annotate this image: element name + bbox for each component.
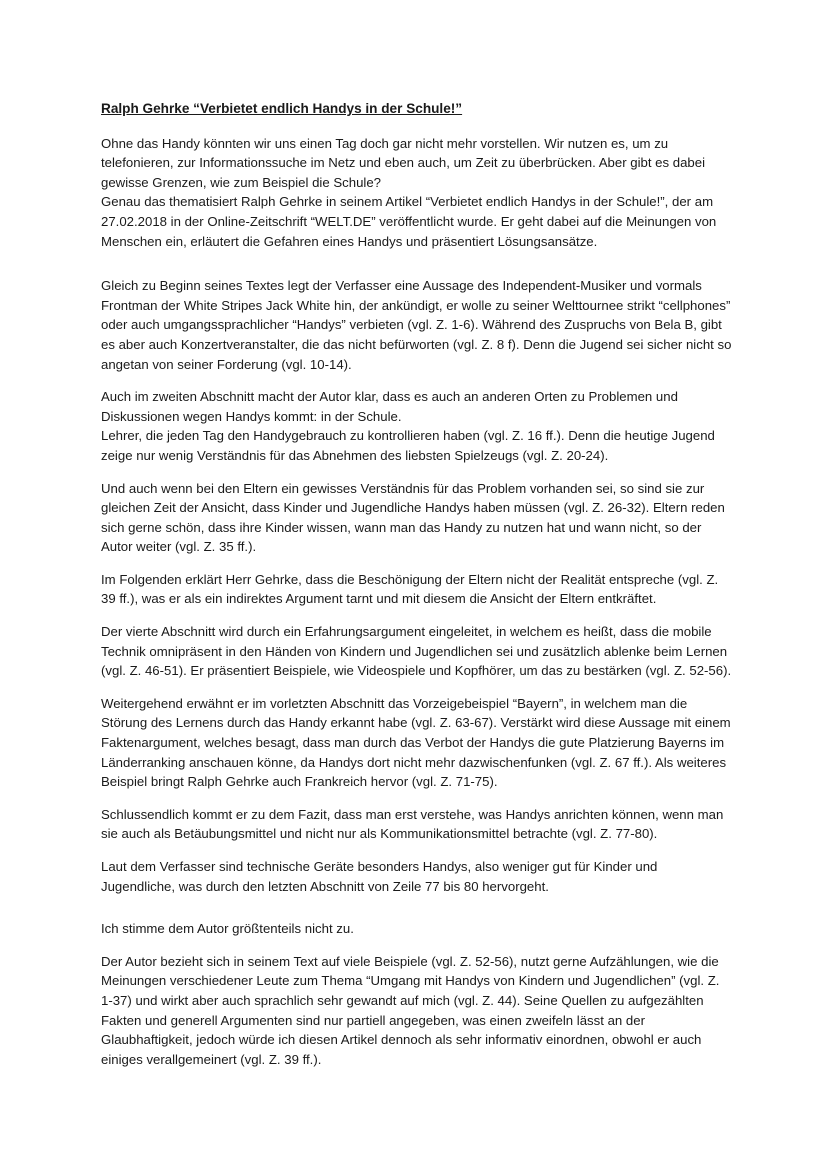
paragraph-parents: Und auch wenn bei den Eltern ein gewisses Verständnis für das Problem vorhanden sei, so sind sie zur gleichen Zeit der Ansicht, dass Kinder und Jugendliche Handys haben müssen (vgl. Z. 26-32). Eltern reden sich gerne schön, dass ihre Kinder wissen, wann man das Handy zu nutzen hat und wann nicht, so der Autor weiter (vgl. Z. 35 ff.). — [101, 480, 725, 555]
paragraph-introduction: Ohne das Handy könnten wir uns einen Tag doch gar nicht mehr vorstellen. Wir nutzen es, um zu telefonieren, zur Informationssuche im Netz und eben auch, um Zeit zu überbrücken. Aber gibt es dabei gewisse Grenzen, wie zum Beispiel die Schule? Genau das thematisiert Ralph Gehrke in seinem Artikel “Verbietet endlich Handys in der Schule!”, der am 27.02.2018 in der Online-Zeitschrift “WELT.DE” veröffentlicht wurde. Er geht dabei auf die Meinungen von Menschen ein, erläutert die Gefahren eines Handys und präsentiert Lösungsansätze. — [101, 135, 717, 249]
paragraph-following: Im Folgenden erklärt Herr Gehrke, dass die Beschönigung der Eltern nicht der Realität entspreche (vgl. Z. 39 ff.), was er als ein indirektes Argument tarnt und mit diesem die Ansicht der Eltern entkräftet. — [101, 571, 719, 607]
paragraph-bavaria: Weitergehend erwähnt er im vorletzten Abschnitt das Vorzeigebeispiel “Bayern”, in welchem man die Störung des Lernens durch das Handy erkannt habe (vgl. Z. 63-67). Verstärkt wird diese Aussage mit einem Faktenargument, welches besagt, dass man durch das Verbot der Handys die gute Platzierung Bayerns im Länderranking anschauen könne, da Handys dort nicht mehr dazwischenfunken (vgl. Z. 67 ff.). Als weiteres Beispiel bringt Ralph Gehrke auch Frankreich hervor (vgl. Z. 71-75). — [101, 695, 731, 790]
paragraph-evaluation: Der Autor bezieht sich in seinem Text auf viele Beispiele (vgl. Z. 52-56), nutzt gerne Aufzählungen, wie die Meinungen verschiedener Leute zum Thema “Umgang mit Handys von Kindern und Jugendlichen” (vgl. Z. 1-37) und wirkt aber auch sprachlich sehr gewandt auf mich (vgl. Z. 44). Seine Quellen zu aufgezählten Fakten und generell Argumenten sind nur partiell angegeben, was einen zweifeln lässt an der Glaubhaftigkeit, jedoch würde ich diesen Artikel dennoch als sehr informativ einordnen, obwohl er auch einiges verallgemeinert (vgl. Z. 39 ff.). — [101, 953, 720, 1067]
paragraph-opinion: Ich stimme dem Autor größtenteils nicht zu. — [101, 921, 354, 937]
document-title: Ralph Gehrke “Verbietet endlich Handys in der Schule!” — [101, 101, 463, 116]
paragraph-author-summary: Laut dem Verfasser sind technische Geräte besonders Handys, also weniger gut für Kinder und Jugendliche, was durch den letzten Abschnitt von Zeile 77 bis 80 hervorgeht. — [101, 859, 658, 894]
paragraph-first-section: Gleich zu Beginn seines Textes legt der Verfasser eine Aussage des Independent-Musiker und vormals Frontman der White Stripes Jack White hin, der ankündigt, er wolle zu seiner Welttournee strikt “cellphones” oder auch umgangssprachlicher “Handys” verbieten (vgl. Z. 1-6). Während des Zuspruchs von Bela B, gibt es aber auch Konzertveranstalter, die das nicht befürworten (vgl. Z. 8 f). Denn die Jugend sei sicher nicht so angetan von seiner Forderung (vgl. 10-14). — [101, 278, 732, 372]
document-body — [101, 99, 733, 1082]
paragraph-conclusion: Schlussendlich kommt er zu dem Fazit, dass man erst verstehe, was Handys anrichten können, wenn man sie auch als Betäubungsmittel und nicht nur als Kommunikationsmittel betrachte (vgl. Z. 77-80). — [101, 806, 724, 842]
paragraph-second-section: Auch im zweiten Abschnitt macht der Autor klar, dass es auch an anderen Orten zu Problemen und Diskussionen wegen Handys kommt: in der Schule. Lehrer, die jeden Tag den Handygebrauch zu kontrollieren haben (vgl. Z. 16 ff.). Denn die heutige Jugend zeige nur wenig Verständnis für das Abnehmen des liebsten Spielzeugs (vgl. Z. 20-24). — [101, 389, 715, 463]
paragraph-fourth-section: Der vierte Abschnitt wird durch ein Erfahrungsargument eingeleitet, in welchem es heißt, dass die mobile Technik omnipräsent in den Händen von Kindern und Jugendlichen sei und zusätzlich ablenke beim Lernen (vgl. Z. 46-51). Er präsentiert Beispiele, wie Videospiele und Kopfhörer, um das zu bestärken (vgl. Z. 52-56). — [101, 624, 732, 679]
